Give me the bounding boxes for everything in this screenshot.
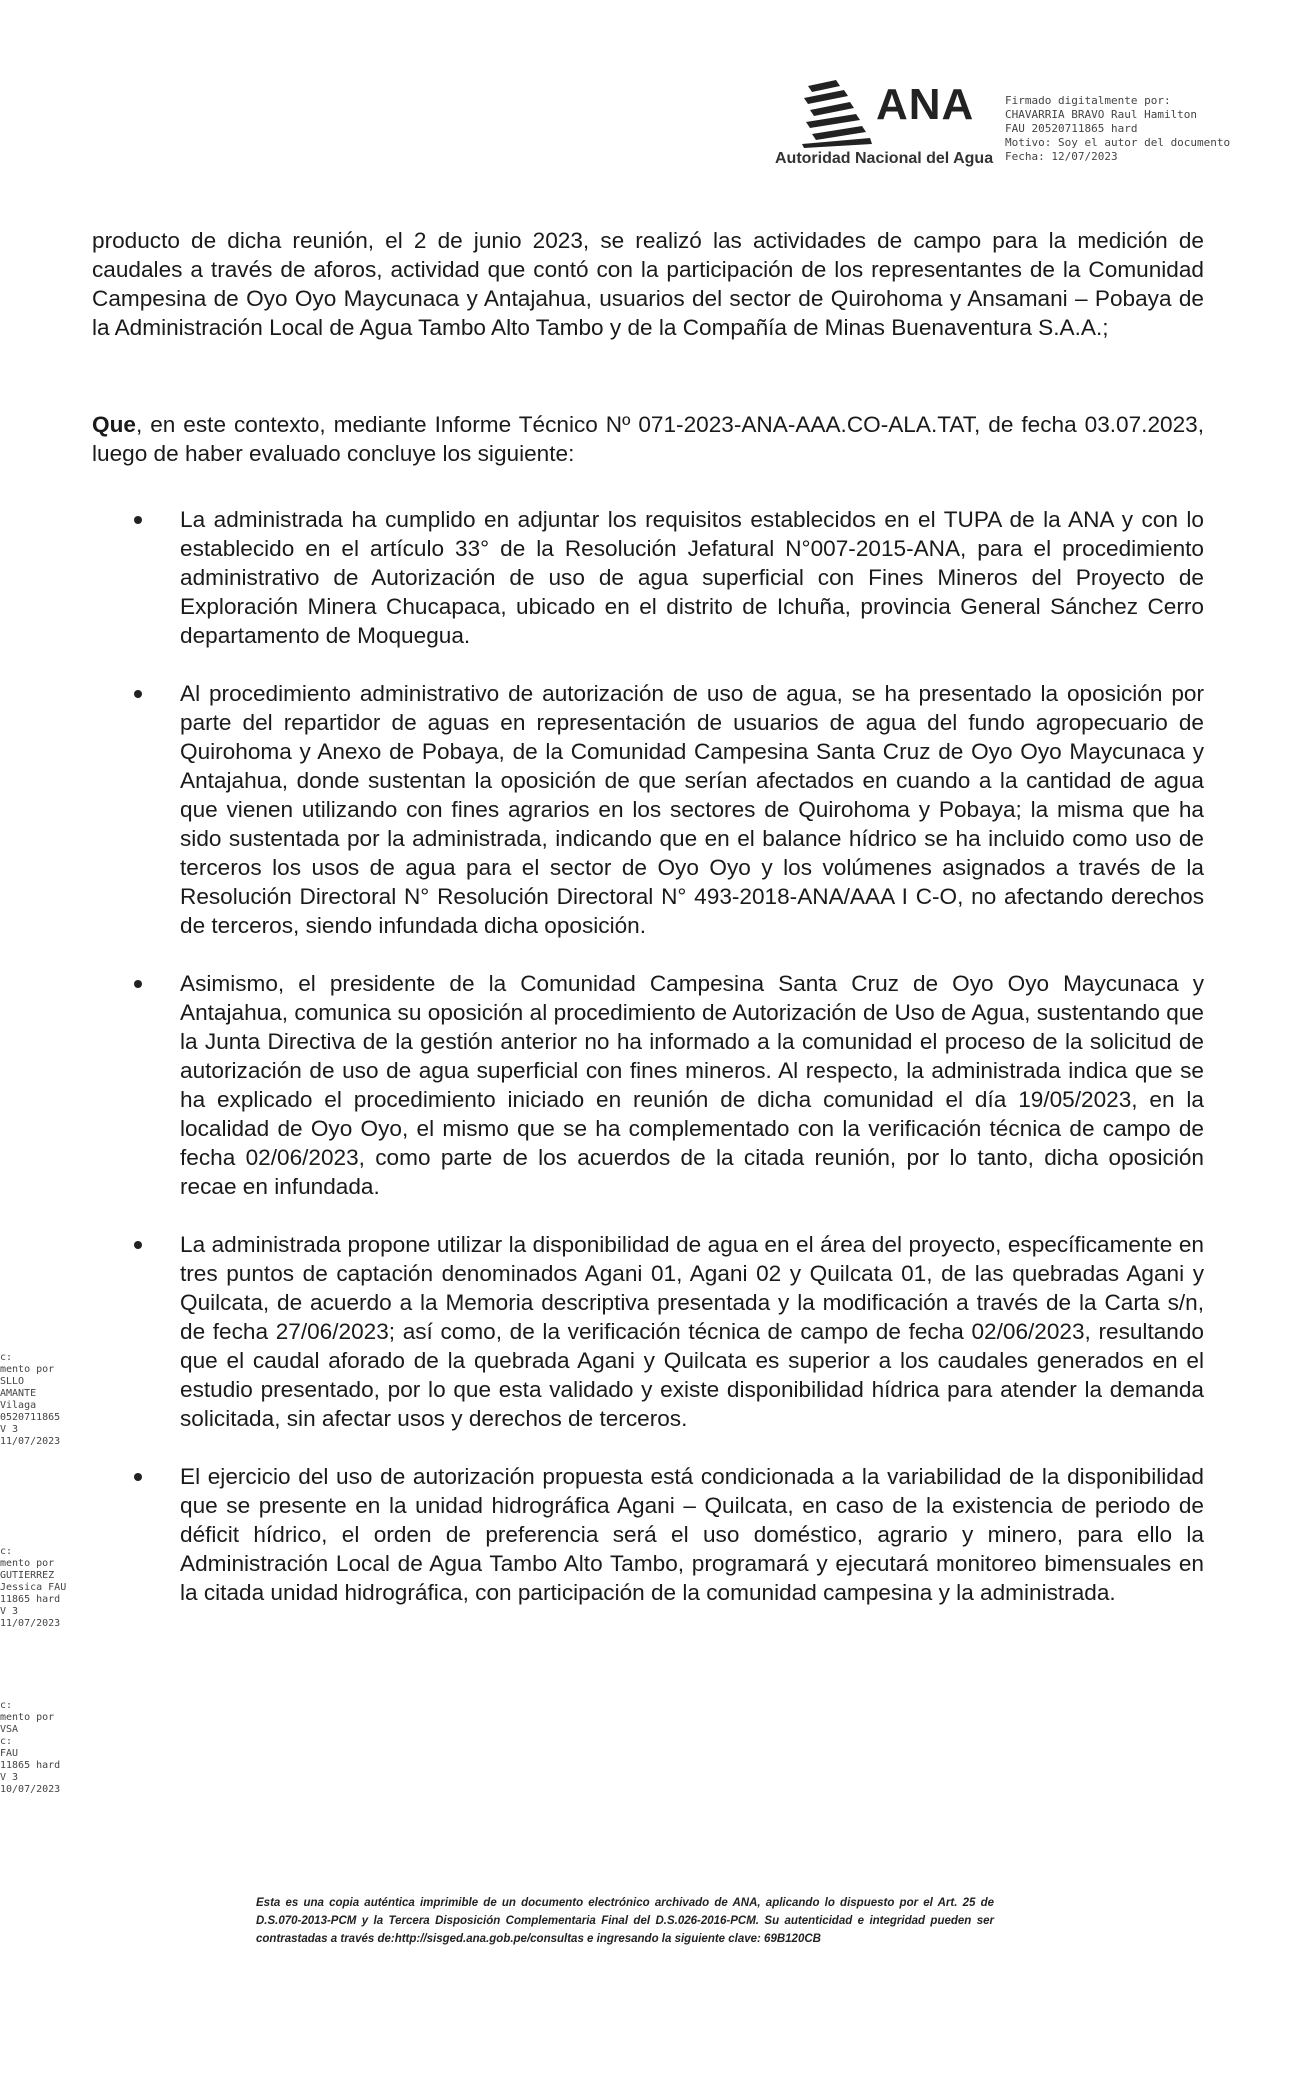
list-item-text: Al procedimiento administrativo de autorización de uso de agua, se ha presentado la oposición por parte del repartidor de aguas en representación de usuarios de agua del fundo agropecuario de Quirohoma y Anexo de Pobaya, de la Comunidad Campesina Santa Cruz de Oyo Oyo Maycunaca y Antajahua, donde sustentan la oposición de que serían afectados en cuando a la cantidad de agua que vienen utilizando con fines agrarios en los sectores de Quirohoma y Pobaya; la misma que ha sido sustentada por la administrada, indicando que en el balance hídrico se ha incluido como uso de terceros los usos de agua para el sector de Oyo Oyo y los volúmenes asignados a través de la Resolución Directoral N° Resolución Directoral N° 493-2018-ANA/AAA I C-O, no afectando derechos de terceros, siendo infundada dicha oposición.	[180, 681, 1204, 938]
bullet-icon	[134, 980, 142, 988]
bullet-icon	[134, 516, 142, 524]
list-item	[92, 505, 1204, 650]
list-item	[92, 969, 1204, 1201]
left-signature-stamp: c: mento por VSA c: FAU 11865 hard V 3 10/07/2023	[0, 1700, 61, 1795]
list-item-text: La administrada propone utilizar la disponibilidad de agua en el área del proyecto, específicamente en tres puntos de captación denominados Agani 01, Agani 02 y Quilcata 01, de las quebradas Agani y Quilcata, de acuerdo a la Memoria descriptiva presentada y la modificación a través de la Carta s/n, de fecha 27/06/2023; así como, de la verificación técnica de campo de fecha 02/06/2023, resultando que el caudal aforado de la quebrada Agani y Quilcata es superior a los caudales generados en el estudio presentado, por lo que esta validado y existe disponibilidad hídrica para atender la demanda solicitada, sin afectar usos y derechos de terceros.	[180, 1232, 1204, 1431]
list-item	[92, 679, 1204, 940]
logo-subtitle: Autoridad Nacional del Agua	[775, 150, 994, 167]
logo-name: ANA	[876, 80, 975, 129]
que-lead: Que	[92, 412, 136, 437]
que-rest: , en este contexto, mediante Informe Técnico Nº 071-2023-ANA-AAA.CO-ALA.TAT, de fecha 03.07.2023, luego de haber evaluado concluye los siguiente:	[92, 412, 1204, 466]
list-item-text: El ejercicio del uso de autorización propuesta está condicionada a la variabilidad de la disponibilidad que se presente en la unidad hidrográfica Agani – Quilcata, en caso de la existencia de periodo de déficit hídrico, el orden de preferencia será el uso doméstico, agrario y minero, para ello la Administración Local de Agua Tambo Alto Tambo, programará y ejecutará monitoreo bimensuales en la citada unidad hidrográfica, con participación de la comunidad campesina y la administrada.	[180, 1464, 1204, 1605]
authenticity-footer: Esta es una copia auténtica imprimible de un documento electrónico archivado de ANA, aplicando lo dispuesto por el Art. 25 de D.S.070-2013-PCM y la Tercera Disposición Complementaria Final del D.S.026-2016-PCM. Su autenticidad e integridad pueden ser contrastadas a través de:http://sisged.ana.gob.pe/consultas e ingresando la siguiente clave: 69B120CB	[256, 1897, 994, 1945]
left-signature-stamp: c: mento por SLLO AMANTE Vilaga 0520711865 V 3 11/07/2023	[0, 1352, 61, 1447]
list-item	[92, 1230, 1204, 1433]
bullet-icon	[134, 1473, 142, 1481]
conclusions-list	[92, 505, 1204, 1636]
list-item-text: Asimismo, el presidente de la Comunidad Campesina Santa Cruz de Oyo Oyo Maycunaca y Antajahua, comunica su oposición al procedimiento de Autorización de Uso de Agua, sustentando que la Junta Directiva de la gestión anterior no ha informado a la comunidad el proceso de la solicitud de autorización de uso de agua superficial con fines mineros. Al respecto, la administrada indica que se ha explicado el procedimiento iniciado en reunión de dicha comunidad el día 19/05/2023, en la localidad de Oyo Oyo, el mismo que se ha complementado con la verificación técnica de campo de fecha 02/06/2023, como parte de los acuerdos de la citada reunión, por lo tanto, dicha oposición recae en infundada.	[180, 971, 1204, 1199]
paragraph-intro: producto de dicha reunión, el 2 de junio 2023, se realizó las actividades de campo para la medición de caudales a través de aforos, actividad que contó con la participación de los representantes de la Comunidad Campesina de Oyo Oyo Maycunaca y Antajahua, usuarios del sector de Quirohoma y Ansamani – Pobaya de la Administración Local de Agua Tambo Alto Tambo y de la Compañía de Minas Buenaventura S.A.A.;	[92, 228, 1204, 340]
paragraph-que	[92, 410, 1204, 468]
list-item	[92, 1462, 1204, 1607]
digital-signature-stamp: Firmado digitalmente por: CHAVARRIA BRAVO Raul Hamilton FAU 20520711865 hard Motivo: Soy el autor del documento Fecha: 12/07/2023	[1005, 94, 1231, 163]
left-signature-stamp: c: mento por GUTIERREZ Jessica FAU 11865 hard V 3 11/07/2023	[0, 1546, 67, 1629]
bullet-icon	[134, 1241, 142, 1249]
ana-logo-icon	[800, 78, 880, 148]
list-item-text: La administrada ha cumplido en adjuntar los requisitos establecidos en el TUPA de la ANA y con lo establecido en el artículo 33° de la Resolución Jefatural N°007-2015-ANA, para el procedimiento administrativo de Autorización de uso de agua superficial con Fines Mineros del Proyecto de Exploración Minera Chucapaca, ubicado en el distrito de Ichuña, provincia General Sánchez Cerro departamento de Moquegua.	[180, 507, 1204, 648]
bullet-icon	[134, 690, 142, 698]
